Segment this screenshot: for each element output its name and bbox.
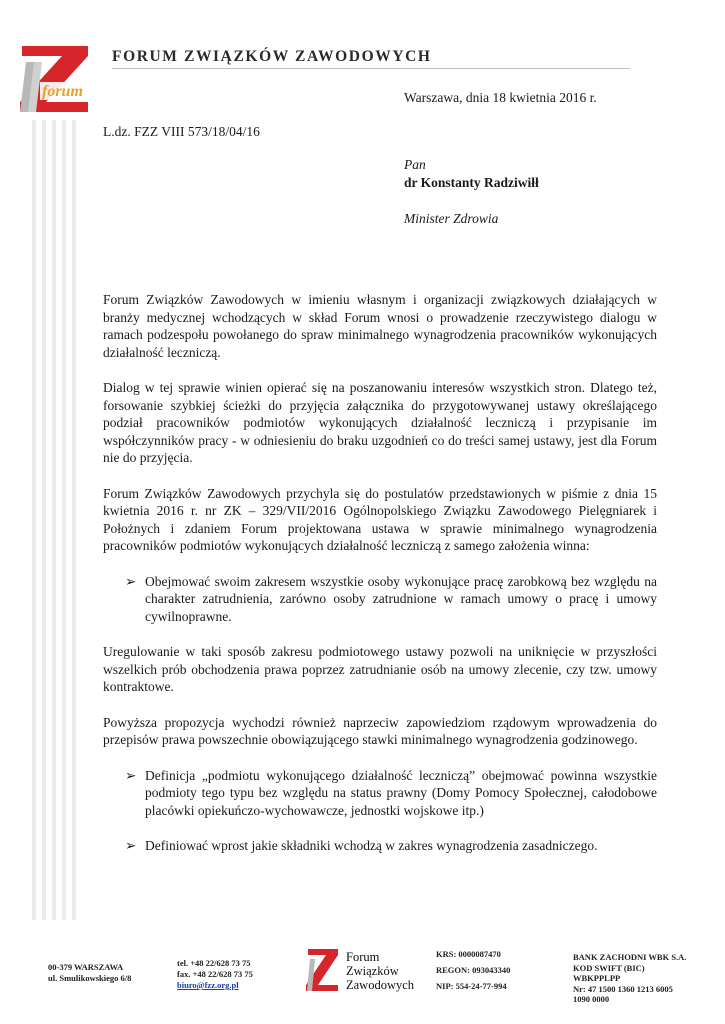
recipient-block xyxy=(404,156,539,228)
org-title: FORUM ZWIĄZKÓW ZAWODOWYCH xyxy=(112,48,432,65)
reference-number: L.dz. FZZ VIII 573/18/04/16 xyxy=(103,124,260,139)
bullet-text: Definiować wprost jakie składniki wchodzą w zakres wynagrodzenia zasadniczego. xyxy=(145,838,598,853)
footer-regon: REGON: 093043340 xyxy=(436,965,511,975)
footer-city: 00-379 WARSZAWA xyxy=(48,962,124,972)
paragraph: Forum Związków Zawodowych w imieniu własnym i organizacji związkowych działających w branży medycznej wchodzących w skład Forum wnosi o prowadzenie rzeczywistego dialogu w ramach podzespołu powołanego do spraw minimalnego wynagrodzenia pracowników wykonujących działalność leczniczą. xyxy=(103,292,657,360)
footer-contact xyxy=(177,958,253,991)
bullet-item xyxy=(103,767,657,820)
letter-body xyxy=(103,291,657,873)
footer-swift: WBKPPLPP xyxy=(573,973,621,983)
recipient-name: dr Konstanty Radziwiłł xyxy=(404,175,539,190)
footer-krs: KRS: 0000087470 xyxy=(436,949,501,959)
footer-account: Nr: 47 1500 1360 1213 6005 xyxy=(573,983,673,994)
recipient-role: Minister Zdrowia xyxy=(404,211,499,226)
paragraph: Dialog w tej sprawie winien opierać się na poszanowaniu interesów wszystkich stron. Dlatego też, forsowanie szybkiej ścieżki do przyjęcia załącznika do przygotowywanej ustawy określającego podział pracowników podmiotów wykonujących działalność leczniczą i przypisanie im współczynników pracy - w odniesieniu do braku uzgodnień co do treści samej ustawy, jest dla Forum nie do przyjęcia. xyxy=(103,380,657,465)
footer-account: 1090 0000 xyxy=(573,994,610,1004)
footer-swift-label: KOD SWIFT (BIC) xyxy=(573,962,645,973)
arrow-bullet-icon: ➢ xyxy=(125,767,137,783)
paragraph: Uregulowanie w taki sposób zakresu podmiotowego ustawy pozwoli na uniknięcie w przyszłości wszelkich prób obchodzenia prawa poprzez zatrudnianie osób na umowy zlecenie, czy tzw. umowy kontraktowe. xyxy=(103,644,657,694)
bullet-item xyxy=(103,573,657,626)
paragraph: Forum Związków Zawodowych przychyla się do postulatów przedstawionych w piśmie z dnia 15 kwietnia 2016 r. nr ZK – 329/VII/2016 Ogólnopolskiego Związku Zawodowego Pielęgniarek i Położnych i zdaniem Forum projektowana ustawa w sprawie minimalnego wynagrodzenia pracowników podmiotów wykonujących działalność leczniczą z samego założenia winna: xyxy=(103,485,657,553)
footer-name-line: Forum xyxy=(346,950,380,964)
bullet-item xyxy=(103,837,657,855)
arrow-bullet-icon: ➢ xyxy=(125,573,137,589)
footer-email-link[interactable]: biuro@fzz.org.pl xyxy=(177,980,239,990)
footer-fax: fax. +48 22/628 73 75 xyxy=(177,969,253,979)
footer-bank-name: BANK ZACHODNI WBK S.A. xyxy=(573,952,687,962)
footer-org-name xyxy=(346,950,414,992)
footer-nip: NIP: 554-24-77-994 xyxy=(436,981,507,991)
footer-street: ul. Smulikowskiego 6/8 xyxy=(48,973,132,983)
footer-bank xyxy=(573,952,686,1005)
footer-address xyxy=(48,962,131,984)
footer-registry xyxy=(436,946,510,994)
footer-tel: tel. +48 22/628 73 75 xyxy=(177,958,251,968)
header-divider xyxy=(112,68,630,69)
forum-logo xyxy=(14,42,92,114)
footer-name-line: Związków xyxy=(346,964,399,978)
letterhead-stripes xyxy=(28,120,88,920)
bullet-text: Definicja „podmiotu wykonującego działalność leczniczą” obejmować powinna wszystkie podmioty tego typu bez względu na status prawny (Domy Pomocy Społecznej, całodobowe placówki opiekuńczo-wychowawcze, jednostki wojskowe itp.) xyxy=(145,767,657,818)
paragraph: Powyższa propozycja wychodzi również naprzeciw zapowiedziom rządowym wprowadzenia do przepisów prawa powszechnie obowiązującego stawki minimalnego wynagrodzenia godzinowego. xyxy=(103,714,657,747)
bullet-text: Obejmować swoim zakresem wszystkie osoby wykonujące pracę zarobkową bez względu na charakter zatrudnienia, zarówno osoby zatrudnione w ramach umowy o pracę i umowy cywilnoprawne. xyxy=(145,573,657,624)
footer-name-line: Zawodowych xyxy=(346,978,415,992)
footer-logo xyxy=(304,947,340,993)
arrow-bullet-icon: ➢ xyxy=(125,838,137,853)
recipient-title: Pan xyxy=(404,157,426,172)
place-date: Warszawa, dnia 18 kwietnia 2016 r. xyxy=(404,90,597,105)
svg-text:forum: forum xyxy=(42,83,83,100)
